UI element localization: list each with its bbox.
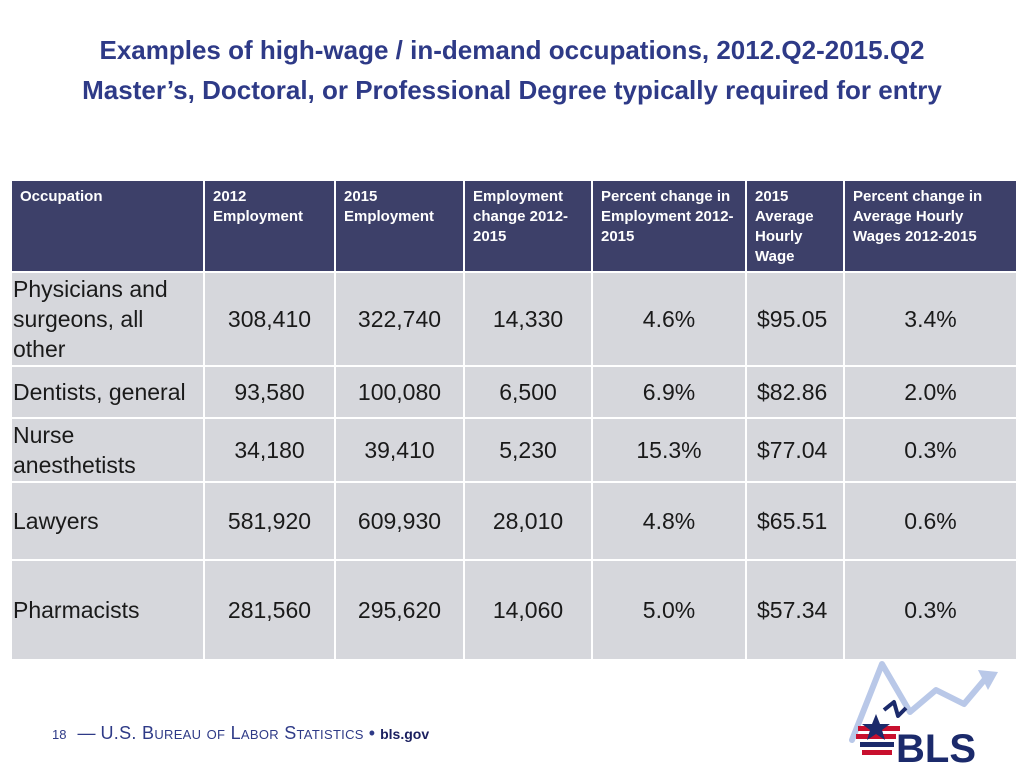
- wage-cell: $82.86: [746, 366, 844, 418]
- emp2015-cell: 322,740: [335, 272, 464, 366]
- pct-emp-cell: 4.6%: [592, 272, 746, 366]
- occupation-cell: Pharmacists: [11, 560, 204, 660]
- table-row: [11, 272, 1017, 366]
- wage-cell: $57.34: [746, 560, 844, 660]
- page-number: 18: [52, 727, 67, 742]
- pct-wage-cell: 0.3%: [844, 418, 1017, 482]
- occupation-cell: Dentists, general: [11, 366, 204, 418]
- emp2012-cell: 281,560: [204, 560, 335, 660]
- footer-url: bls.gov: [380, 726, 430, 742]
- table-row: [11, 366, 1017, 418]
- pct-wage-cell: 0.6%: [844, 482, 1017, 560]
- bls-logo-icon: [838, 654, 1024, 768]
- table-row: [11, 482, 1017, 560]
- emp2012-cell: 308,410: [204, 272, 335, 366]
- change-cell: 14,060: [464, 560, 592, 660]
- occupation-cell: Physicians and surgeons, all other: [11, 272, 204, 366]
- footer-dash: —: [77, 723, 96, 743]
- title-line-1: Examples of high-wage / in-demand occupations, 2012.Q2-2015.Q2: [99, 35, 925, 65]
- occupation-cell: Lawyers: [11, 482, 204, 560]
- header-average-hourly-wage: 2015 Average Hourly Wage: [746, 180, 844, 272]
- occupations-table: [10, 179, 1018, 661]
- emp2012-cell: 93,580: [204, 366, 335, 418]
- header-occupation: Occupation: [11, 180, 204, 272]
- agency-name: U.S. Bureau of Labor Statistics: [100, 723, 364, 743]
- table-row: [11, 560, 1017, 660]
- change-cell: 14,330: [464, 272, 592, 366]
- header-percent-change-employment: Percent change in Employment 2012-2015: [592, 180, 746, 272]
- emp2015-cell: 609,930: [335, 482, 464, 560]
- pct-emp-cell: 5.0%: [592, 560, 746, 660]
- title-line-2: Master’s, Doctoral, or Professional Degree typically required for entry: [82, 75, 942, 105]
- wage-cell: $65.51: [746, 482, 844, 560]
- footer: [52, 723, 429, 745]
- pct-wage-cell: 0.3%: [844, 560, 1017, 660]
- emp2012-cell: 581,920: [204, 482, 335, 560]
- change-cell: 6,500: [464, 366, 592, 418]
- occupation-cell: Nurse anesthetists: [11, 418, 204, 482]
- table-header-row: [11, 180, 1017, 272]
- pct-emp-cell: 15.3%: [592, 418, 746, 482]
- wage-cell: $95.05: [746, 272, 844, 366]
- pct-wage-cell: 2.0%: [844, 366, 1017, 418]
- wage-cell: $77.04: [746, 418, 844, 482]
- bls-logo-text: BLS: [896, 727, 976, 768]
- pct-emp-cell: 4.8%: [592, 482, 746, 560]
- emp2015-cell: 100,080: [335, 366, 464, 418]
- header-2015-employment: 2015 Employment: [335, 180, 464, 272]
- footer-bullet: •: [368, 723, 376, 743]
- slide-title: [0, 30, 1024, 110]
- change-cell: 5,230: [464, 418, 592, 482]
- pct-wage-cell: 3.4%: [844, 272, 1017, 366]
- header-2012-employment: 2012 Employment: [204, 180, 335, 272]
- table-row: [11, 418, 1017, 482]
- header-percent-change-wages: Percent change in Average Hourly Wages 2012-2015: [844, 180, 1017, 272]
- pct-emp-cell: 6.9%: [592, 366, 746, 418]
- emp2015-cell: 39,410: [335, 418, 464, 482]
- emp2015-cell: 295,620: [335, 560, 464, 660]
- emp2012-cell: 34,180: [204, 418, 335, 482]
- header-employment-change: Employment change 2012-2015: [464, 180, 592, 272]
- change-cell: 28,010: [464, 482, 592, 560]
